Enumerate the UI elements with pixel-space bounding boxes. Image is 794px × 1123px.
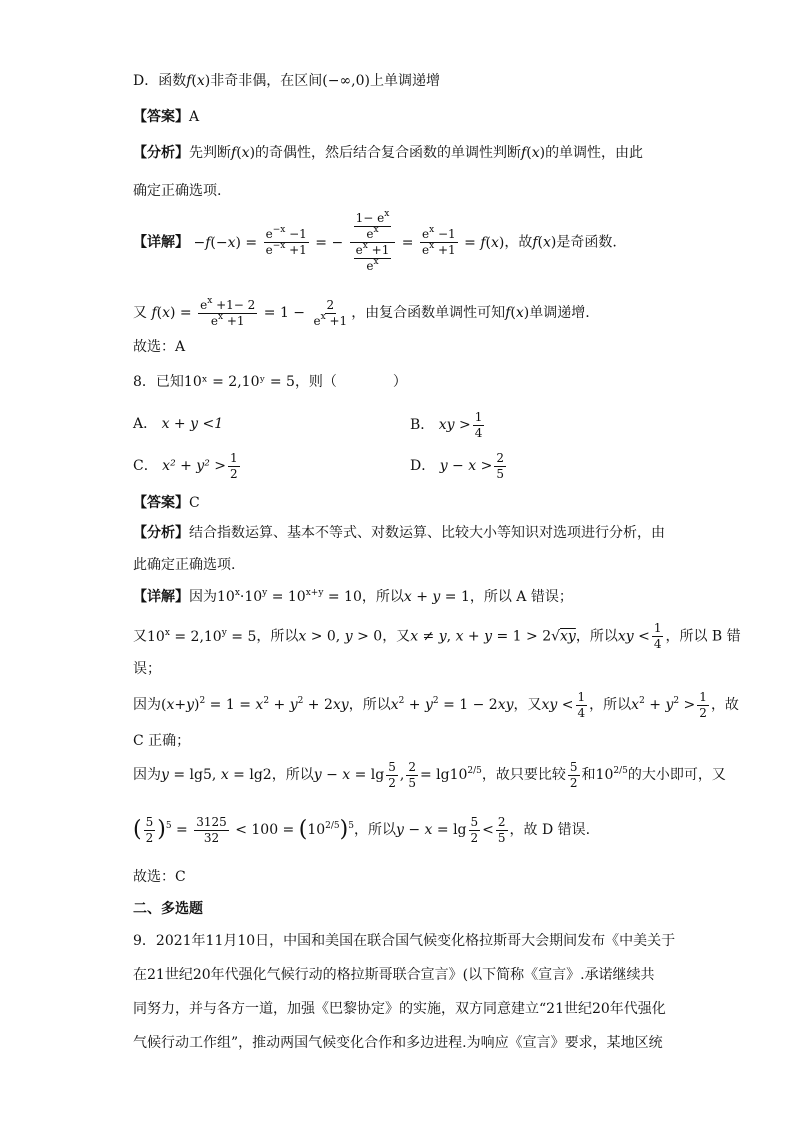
option-a	[133, 413, 223, 435]
choose-2	[133, 866, 186, 888]
text: ，故	[504, 234, 533, 251]
math: $10^x\cdot 10^y = 10^{x+y} = 10$	[217, 588, 362, 605]
option-expr: y − x >	[439, 458, 493, 474]
text: 的奇偶性，然后结合复合函数的单调性判断	[255, 145, 522, 161]
text: 确定正确选项.	[133, 183, 222, 199]
text: C 正确；	[133, 733, 191, 749]
text: ，又	[513, 697, 542, 713]
section-heading	[133, 898, 203, 920]
analysis-label: 【分析】	[133, 145, 189, 161]
math-fx: f	[186, 73, 192, 89]
answer-label: 【答案】	[133, 109, 189, 125]
detail-1: 【详解】 −f(−x) = $\frac{e^{-x} -1}{e^{-x} +1}$ = − $\frac{\frac{1- e^x}{e^x}}{\frac{e^x +1}{e^x}}$ = $\frac{e^x -1}{e^x +1}$ = f(x)，故f(x)是奇函数.	[133, 209, 617, 273]
text: ，故	[710, 697, 739, 713]
option-label: A．	[133, 416, 158, 432]
detail-label: 【详解】	[133, 234, 189, 251]
text: 是奇函数.	[556, 234, 617, 251]
text: 又	[133, 628, 147, 645]
text: 先判断	[189, 145, 231, 161]
text: 8．已知	[133, 374, 184, 390]
text: ，所以	[353, 822, 396, 838]
option-expr: x + y <1	[161, 416, 224, 432]
text: 上单调递增	[369, 73, 440, 89]
answer-label: 【答案】	[133, 495, 189, 511]
text: 故选：C	[133, 869, 186, 885]
text: ，所以	[348, 697, 391, 713]
math: y − x = lg $\frac{5}{2}$ < $\frac{2}{5}$	[395, 814, 506, 845]
math-detail1: −f(−x) = $\frac{e^{-x} -1}{e^{-x} +1}$ = − $\frac{\frac{1- e^x}{e^x}}{\frac{e^x +1}{e^x}}$ = $\frac{e^x -1}{e^x +1}$ = f(x)	[189, 209, 505, 273]
text: D．函数	[133, 73, 187, 89]
text: 非奇非偶，在区间	[210, 73, 323, 89]
section-title: 二、多选题	[133, 901, 203, 917]
text: ，故只要比较	[481, 767, 566, 783]
also-2: 又$10^x = 2,10^y = 5$，所以x > 0, y > 0，又x ≠ y, x + y = 1 > 2√xy，所以xy < $\frac{1}{4}$ ，所以 B 错	[133, 621, 741, 651]
analysis-label: 【分析】	[133, 525, 189, 541]
text: 9．2021年11月10日，中国和美国在联合国气候变化格拉斯哥大会期间发布《中美关于	[133, 933, 676, 949]
text: 和	[581, 767, 596, 783]
option-label: B．	[410, 417, 435, 433]
option-expr: xy >	[438, 417, 471, 433]
question-9-line2	[133, 964, 655, 986]
also-2-line2	[133, 658, 161, 680]
text: ，由复合函数单调性可知	[351, 305, 506, 321]
detail-2: 【详解】因为$10^x\cdot 10^y = 10^{x+y} = 10$，所以x + y = 1，所以 A 错误；	[133, 588, 573, 605]
because-3-line2	[133, 730, 190, 752]
because-4: 因为y = lg5, x = lg2，所以y − x = lg $\frac{5}{2}$ , $\frac{2}{5}$ = $\lg 10^{2/5}$，故只要比较 $\frac{5}{2}$ 和$10^{2/5}$的大小即可，又	[133, 759, 726, 790]
text: 又	[133, 305, 147, 321]
detail-label: 【详解】	[133, 589, 189, 605]
option-d: D． y − x > $\frac{2}{5}$	[410, 450, 504, 481]
question-9-line4	[133, 1032, 663, 1054]
text: 因为	[133, 697, 161, 713]
text: 结合指数运算、基本不等式、对数运算、比较大小等知识对选项进行分析，由	[189, 525, 665, 541]
math: y − x = lg $\frac{5}{2}$ , $\frac{2}{5}$ = $\lg 10^{2/5}$	[313, 759, 482, 790]
math: y = lg5, x = lg2	[161, 767, 272, 783]
option-label: C．	[133, 458, 158, 474]
text: 在21世纪20年代强化气候行动的格拉斯哥联合宣言》(以下简称《宣言》.承诺继续共	[133, 967, 655, 983]
text: 因为	[189, 589, 217, 605]
text: ，所以	[271, 767, 314, 783]
choose-1	[133, 336, 185, 358]
math: ( $\frac{5}{2}$ )$^5$ = $\frac{3125}{32}$ < $100 = (10^{2/5})^5$	[133, 814, 354, 845]
text: 误；	[133, 661, 161, 677]
because-3: 因为$(x+y)^2 = 1 = x^2 + y^2 + 2xy$，所以$x^2 + y^2 = 1 - 2xy$，又xy < $\frac{1}{4}$ ，所以$x^2 + y^2$ > $\frac{1}{2}$ ，故	[133, 689, 739, 720]
answer-value: C	[189, 495, 200, 511]
compare-line	[133, 812, 590, 848]
answer-value: A	[189, 109, 200, 125]
text: ，所以 A 错误；	[469, 589, 573, 605]
text: ，所以	[256, 628, 299, 645]
text: 此确定正确选项.	[133, 557, 236, 573]
text: ，又	[382, 628, 411, 645]
text: ，则（ ）	[294, 374, 407, 390]
option-d-line: D．函数f(x)非奇非偶，在区间(−∞,0)上单调递增	[133, 73, 440, 89]
analysis-2	[133, 522, 665, 544]
text: 气候行动工作组”，推动两国气候变化合作和多边进程.为响应《宣言》要求，某地区统	[133, 1035, 663, 1051]
math-also1: f(x) = $\frac{e^x +1- 2}{e^x +1}$ = 1 − $\frac{2}{e^x +1}$	[151, 295, 348, 328]
text: ，故 D 错误.	[509, 822, 591, 838]
text: 故选：A	[133, 339, 186, 355]
option-b: B． xy > $\frac{1}{4}$	[410, 409, 483, 440]
answer-1	[133, 106, 199, 128]
math: $(x+y)^2 = 1 = x^2 + y^2 + 2xy$	[161, 696, 349, 713]
text: ，所以	[575, 628, 618, 645]
option-expr: x² + y² >	[162, 458, 227, 474]
text: 单调递增.	[529, 305, 590, 321]
text: 因为	[133, 767, 161, 783]
answer-2	[133, 492, 200, 514]
analysis-2-line2	[133, 554, 235, 576]
option-c: C． x² + y² > $\frac{1}{2}$	[133, 450, 238, 481]
also-1: 又 f(x) = $\frac{e^x +1- 2}{e^x +1}$ = 1 − $\frac{2}{e^x +1}$ ，由复合函数单调性可知f(x)单调递增.	[133, 295, 590, 328]
question-9-line1	[133, 930, 675, 952]
text: ，所以 B 错	[665, 628, 741, 645]
math-condition: 10ˣ = 2,10ʸ = 5	[183, 374, 295, 390]
text: 同努力，并与各方一道，加强《巴黎协定》的实施，双方同意建立“21世纪20年代强化	[133, 1001, 666, 1017]
analysis-1-line2	[133, 180, 221, 202]
text: 的单调性，由此	[545, 145, 644, 161]
option-label: D．	[410, 458, 436, 474]
text: ，所以	[589, 697, 632, 713]
text: 的大小即可，又	[627, 767, 726, 783]
text: ，所以	[361, 589, 404, 605]
question-9-line3	[133, 998, 666, 1020]
math-interval: (−∞,0)	[322, 73, 370, 89]
analysis-1: 【分析】先判断f(x)的奇偶性，然后结合复合函数的单调性判断f(x)的单调性，由此	[133, 145, 644, 161]
question-8	[133, 371, 407, 393]
math: $10^x = 2,10^y = 5$	[147, 627, 257, 645]
